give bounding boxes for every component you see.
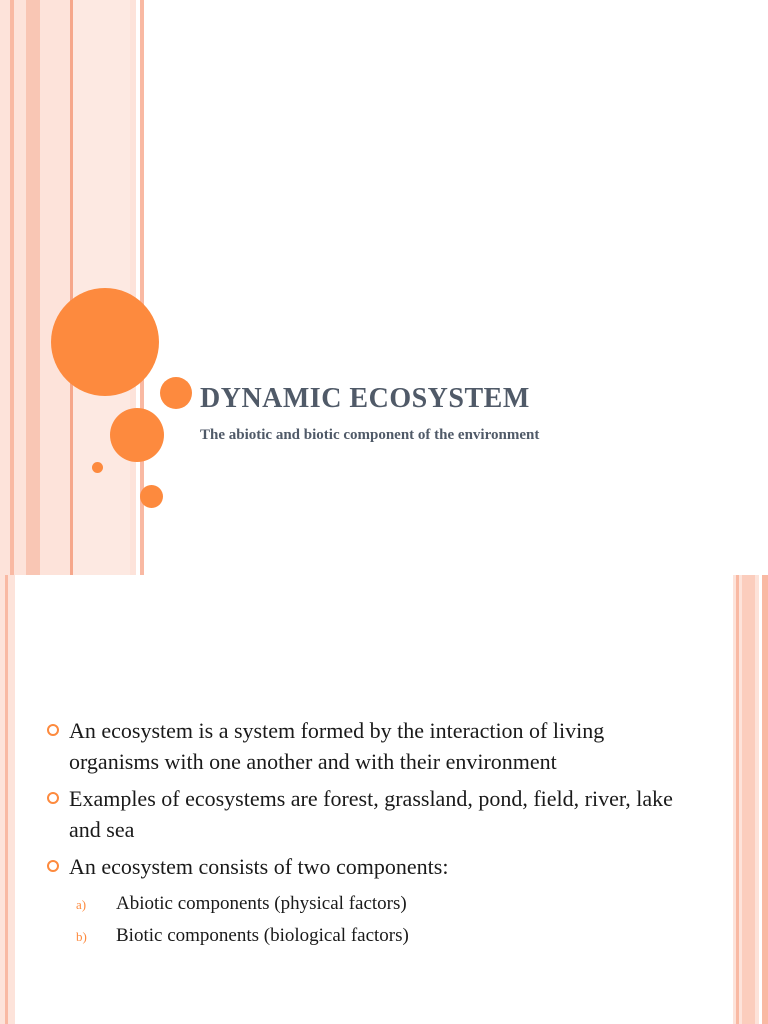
ring-bullet-icon: [47, 792, 59, 804]
decor-circle-medium: [110, 408, 164, 462]
decor-stripe: [26, 0, 40, 575]
sub-item-text: Biotic components (biological factors): [116, 925, 409, 946]
ring-bullet-icon: [47, 724, 59, 736]
decor-stripe: [8, 575, 15, 1024]
decor-stripe: [742, 575, 755, 1024]
decor-stripe: [130, 0, 136, 575]
decor-stripe: [762, 575, 768, 1024]
decor-circle-small: [160, 377, 192, 409]
decor-stripe: [40, 0, 70, 575]
sub-item: [44, 888, 684, 920]
decor-stripe: [14, 0, 26, 575]
decor-circle-tiny: [92, 462, 103, 473]
decor-circle-small: [140, 485, 163, 508]
bullet-list: [44, 715, 684, 952]
decor-stripe: [0, 0, 10, 575]
sub-item-marker: a): [76, 897, 87, 912]
bullet-item: An ecosystem is a system formed by the interaction of living organisms with one another and with their environment: [44, 715, 684, 777]
sub-item-marker: b): [76, 929, 87, 944]
slide-subtitle: The abiotic and biotic component of the environment: [200, 427, 540, 443]
decor-stripe: [755, 575, 759, 1024]
bullet-item: Examples of ecosystems are forest, grassland, pond, field, river, lake and sea: [44, 783, 684, 845]
bullet-item: An ecosystem consists of two components:: [44, 851, 684, 882]
sub-item: [44, 920, 684, 952]
sub-item-text: Abiotic components (physical factors): [116, 893, 407, 914]
decor-circle-large: [51, 288, 159, 396]
ring-bullet-icon: [47, 860, 59, 872]
slide-title: DYNAMIC ECOSYSTEM: [200, 383, 530, 414]
content-slide: [0, 575, 768, 1024]
